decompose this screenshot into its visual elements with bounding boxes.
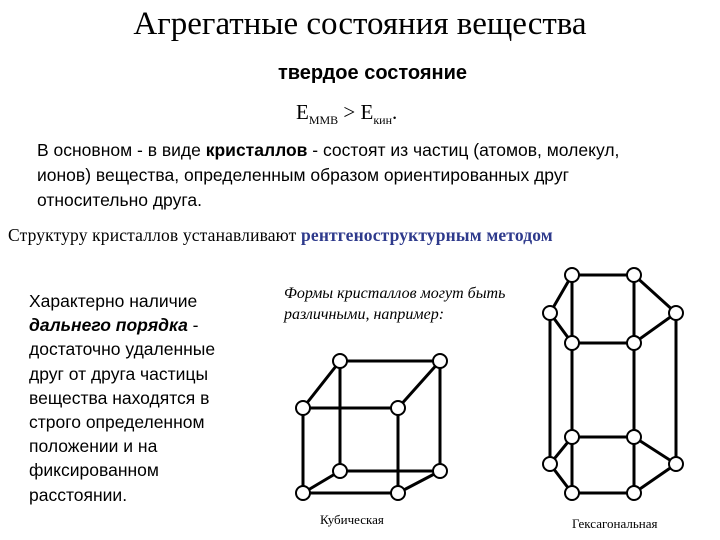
hexagonal-lattice: [550, 275, 676, 493]
subtitle: твердое состояние: [277, 62, 468, 84]
atom: [627, 430, 641, 444]
cubic-edge: [398, 361, 440, 408]
atom: [433, 354, 447, 368]
atom: [627, 486, 641, 500]
formula-e1: E: [296, 100, 309, 124]
atom: [669, 457, 683, 471]
formula-end: .: [392, 100, 398, 124]
xray-highlight: рентгеноструктурным методом: [301, 225, 553, 245]
long-range-text-2: - достаточно удаленные друг от друга частицы вещества находятся в строго определенном положении и на фиксированном расстоянии.: [29, 315, 216, 505]
hexagonal-caption: Гексагональная: [572, 516, 658, 531]
atom: [333, 464, 347, 478]
formula-sub-kin: кин: [373, 113, 393, 127]
xray-text: Структуру кристаллов устанавливают: [8, 225, 302, 245]
formula-sub-mmb: MMB: [308, 113, 339, 127]
atom: [565, 430, 579, 444]
atom: [627, 336, 641, 350]
page-title: Агрегатные состояния вещества: [133, 6, 587, 42]
long-range-text-1: Характерно наличие: [29, 291, 198, 311]
atom: [296, 401, 310, 415]
atom: [565, 336, 579, 350]
formula-e2: E: [360, 100, 374, 124]
atom: [543, 457, 557, 471]
hex-top-face: [550, 275, 676, 343]
atom: [669, 306, 683, 320]
atom: [333, 354, 347, 368]
atom: [627, 268, 641, 282]
cubic-lattice: [303, 361, 440, 493]
long-range-emphasis: дальнего порядка: [29, 315, 188, 336]
atom: [296, 486, 310, 500]
atom: [433, 464, 447, 478]
formula-operator: >: [338, 100, 361, 124]
hex-bottom-face: [550, 437, 676, 493]
cubic-caption: Кубическая: [320, 512, 384, 527]
hexagonal-atoms: [543, 268, 683, 500]
intro-text-2: - состоят из частиц (атомов, молекул, ионов) вещества, определенным образом ориентированных друг относительно друга.: [37, 140, 620, 210]
crystal-forms-note: Формы кристаллов могут быть различными, например:: [284, 285, 506, 323]
atom: [565, 486, 579, 500]
atom: [391, 486, 405, 500]
atom: [565, 268, 579, 282]
atom: [391, 401, 405, 415]
intro-text-1: В основном - в виде: [37, 140, 206, 160]
atom: [543, 306, 557, 320]
intro-bold-crystals: кристаллов: [205, 140, 308, 160]
cubic-edge: [303, 361, 340, 408]
